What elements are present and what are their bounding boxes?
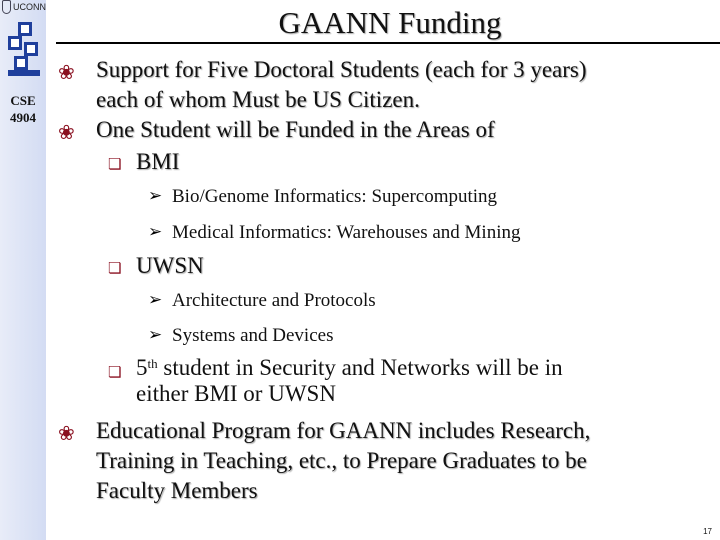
q-box-bullet-icon: ❏ [108, 155, 122, 173]
sidebar [0, 0, 46, 540]
fifth-student-line2: either BMI or UWSN [136, 381, 336, 406]
uwsn-item-architecture: Architecture and Protocols [172, 290, 376, 311]
q-box-bullet-icon: ❏ [108, 259, 122, 277]
arrow-bullet-icon: ➢ [148, 222, 163, 242]
bmi-item-medical: Medical Informatics: Warehouses and Mining [172, 222, 521, 243]
bullet-students-line1: Support for Five Doctoral Students (each for 3 years) [96, 57, 587, 82]
title-rule [56, 42, 720, 44]
page-number: 17 [703, 527, 712, 536]
bmi-item-genome: Bio/Genome Informatics: Supercomputing [172, 186, 498, 207]
course-number: 4904 [10, 110, 36, 125]
area-uwsn: UWSN [136, 253, 204, 278]
seal-icon [2, 0, 11, 14]
logo-text: UCONN [13, 2, 46, 12]
puzzle-emblem-icon [4, 20, 44, 80]
fifth-number: 5 [136, 355, 148, 380]
area-bmi: BMI [136, 149, 180, 174]
fifth-student-line1 [136, 355, 563, 381]
m-bullet-icon: ❀ [58, 60, 75, 84]
arrow-bullet-icon: ➢ [148, 290, 163, 310]
bullet-areas: One Student will be Funded in the Areas of [96, 117, 495, 142]
m-bullet-icon: ❀ [58, 421, 75, 445]
sidebar-strip [0, 0, 46, 540]
uconn-logo [2, 0, 46, 14]
bullet-students-line2: each of whom Must be US Citizen. [96, 87, 420, 112]
arrow-bullet-icon: ➢ [148, 325, 163, 345]
course-prefix: CSE [10, 93, 36, 108]
fifth-superscript: th [147, 356, 158, 371]
slide-title: GAANN Funding [278, 5, 502, 40]
bullet-education-line1: Educational Program for GAANN includes Research, [96, 418, 591, 443]
m-bullet-icon: ❀ [58, 120, 75, 144]
q-box-bullet-icon: ❏ [108, 363, 122, 381]
arrow-bullet-icon: ➢ [148, 186, 163, 206]
uwsn-item-systems: Systems and Devices [172, 325, 334, 346]
bullet-education-line2: Training in Teaching, etc., to Prepare Graduates to be [96, 448, 587, 473]
fifth-rest: student in Security and Networks will be in [157, 355, 563, 380]
bullet-education-line3: Faculty Members [96, 478, 258, 503]
